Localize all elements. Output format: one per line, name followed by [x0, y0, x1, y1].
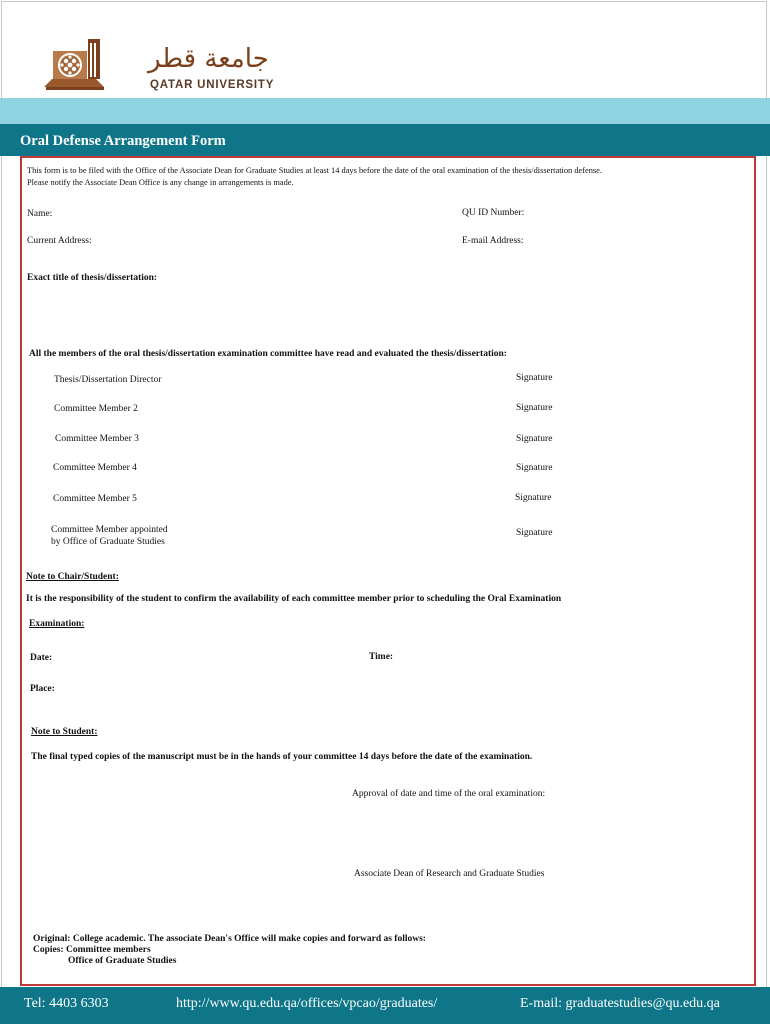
- thesis-title-label: Exact title of thesis/dissertation:: [27, 273, 158, 283]
- date-label: Date:: [30, 653, 53, 663]
- note-chair-heading: Note to Chair/Student:: [26, 572, 119, 582]
- brand-english: QATAR UNIVERSITY: [150, 79, 275, 91]
- footer-email-link[interactable]: E-mail: graduatestudies@qu.edu.qa: [520, 996, 720, 1011]
- place-label: Place:: [30, 684, 55, 694]
- header-band-light: [0, 98, 770, 124]
- committee-role-member-3: Committee Member 3: [55, 434, 139, 444]
- signature-label: Signature: [516, 403, 553, 413]
- copies-line: Copies: Committee members: [33, 945, 151, 955]
- committee-role-member-2: Committee Member 2: [54, 404, 138, 414]
- original-line: Original: College academic. The associate Dean's Office will make copies and forward as follows:: [33, 934, 426, 944]
- committee-role-member-4: Committee Member 4: [53, 463, 137, 473]
- signature-label: Signature: [516, 528, 553, 538]
- name-label: Name:: [27, 209, 53, 219]
- signature-label: Signature: [516, 463, 553, 473]
- intro-line-2: Please notify the Associate Dean Office is any change in arrangements is made.: [27, 178, 294, 187]
- note-student-heading: Note to Student:: [31, 727, 98, 737]
- brand-arabic: جامعة قطر: [148, 44, 269, 74]
- form-title: Oral Defense Arrangement Form: [20, 133, 226, 149]
- signature-label: Signature: [516, 434, 553, 444]
- note-chair-text: It is the responsibility of the student to confirm the availability of each committee member prior to scheduling the Oral Examination: [26, 594, 562, 604]
- approval-label: Approval of date and time of the oral examination:: [352, 789, 546, 799]
- footer-tel: Tel: 4403 6303: [24, 996, 109, 1011]
- intro-line-1: This form is to be filed with the Office of the Associate Dean for Graduate Studies at least 14 days before the date of the oral examination of the thesis/dissertation defense.: [27, 166, 602, 175]
- committee-role-appointed: Committee Member appointed: [51, 525, 168, 535]
- qatar-university-logo-icon: [44, 37, 104, 92]
- committee-role-director: Thesis/Dissertation Director: [54, 375, 162, 385]
- committee-role-member-5: Committee Member 5: [53, 494, 137, 504]
- committee-statement: All the members of the oral thesis/dissertation examination committee have read and evaluated the thesis/dissertation:: [29, 349, 507, 359]
- examination-heading: Examination:: [29, 619, 85, 629]
- signature-label: Signature: [515, 493, 552, 503]
- committee-role-appointed-line2: by Office of Graduate Studies: [51, 537, 165, 547]
- copies-line-2: Office of Graduate Studies: [68, 956, 177, 966]
- footer-url-link[interactable]: http://www.qu.edu.qa/offices/vpcao/graduates/: [176, 996, 438, 1011]
- dean-label: Associate Dean of Research and Graduate Studies: [354, 869, 545, 879]
- note-student-text: The final typed copies of the manuscript must be in the hands of your committee 14 days before the date of the examination.: [31, 752, 533, 762]
- qu-id-label: QU ID Number:: [462, 208, 525, 218]
- address-label: Current Address:: [27, 236, 92, 246]
- time-label: Time:: [369, 652, 394, 662]
- email-label: E-mail Address:: [462, 236, 524, 246]
- signature-label: Signature: [516, 373, 553, 383]
